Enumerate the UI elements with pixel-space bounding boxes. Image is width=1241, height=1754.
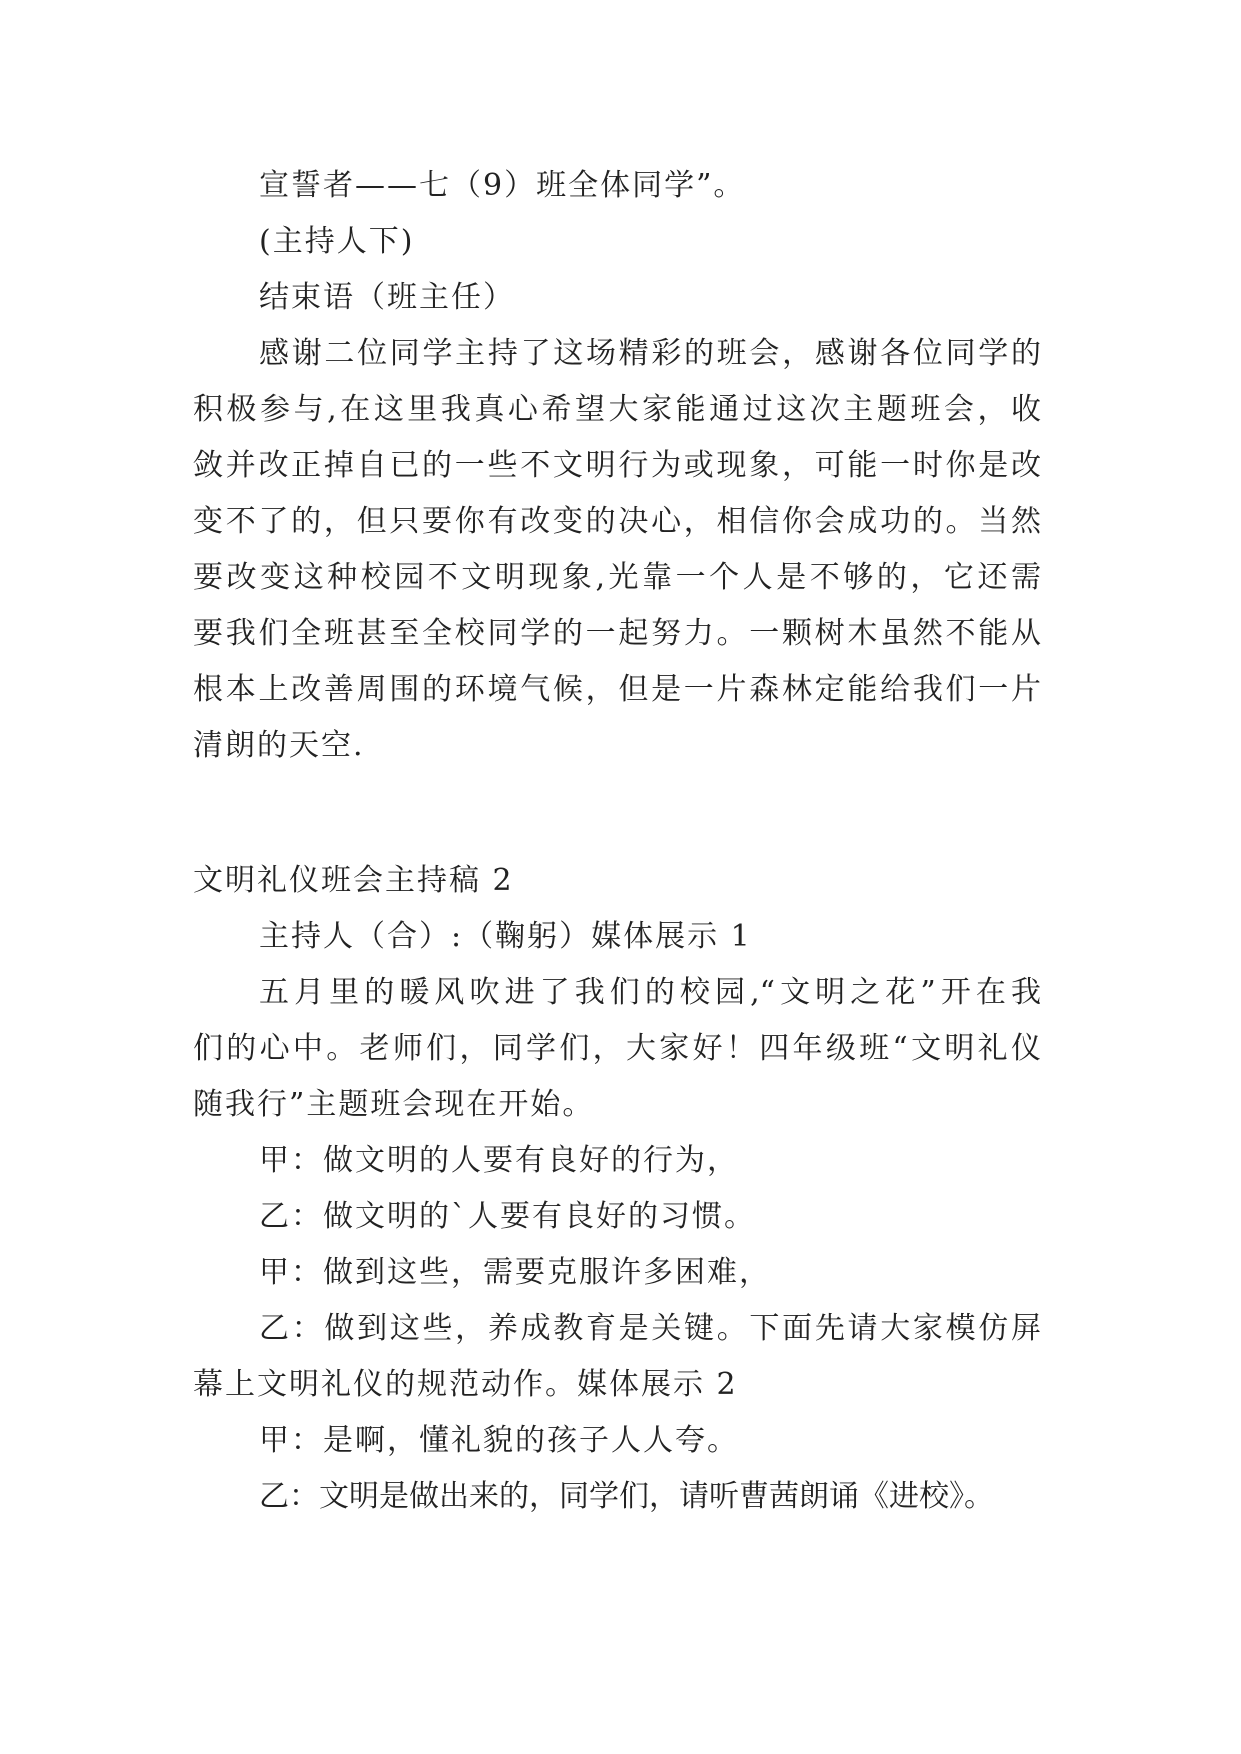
closing-paragraph-line: 积极参与,在这里我真心希望大家能通过这次主题班会，收 [193,392,1041,427]
opening-paragraph-line: 五月里的暖风吹进了我们的校园,“文明之花”开在我 [259,975,1041,1010]
closing-paragraph-line: 根本上改善周围的环境气候，但是一片森林定能给我们一片 [193,672,1041,707]
closing-heading: 结束语（班主任） [259,280,515,315]
opening-paragraph-line: 们的心中。老师们，同学们，大家好！四年级班“文明礼仪 [193,1031,1041,1066]
closing-paragraph-line: 清朗的天空. [193,728,365,763]
dialogue-line: 甲：做到这些，需要克服许多困难， [259,1255,771,1290]
oath-line: 宣誓者——七（9）班全体同学”。 [259,168,746,203]
closing-paragraph-line: 感谢二位同学主持了这场精彩的班会，感谢各位同学的 [259,336,1041,371]
closing-paragraph-line: 要我们全班甚至全校同学的一起努力。一颗树木虽然不能从 [193,616,1041,651]
dialogue-line: 甲：做文明的人要有良好的行为， [259,1143,739,1178]
closing-paragraph-line: 敛并改正掉自已的一些不文明行为或现象，可能一时你是改 [193,448,1041,483]
host-intro-line: 主持人（合）:（鞠躬）媒体展示 1 [259,919,752,954]
dialogue-line: 幕上文明礼仪的规范动作。媒体展示 2 [193,1367,738,1402]
closing-paragraph-line: 变不了的，但只要你有改变的决心，相信你会成功的。当然 [193,504,1041,539]
closing-paragraph-line: 要改变这种校园不文明现象,光靠一个人是不够的，它还需 [193,560,1041,595]
dialogue-line: 乙：文明是做出来的，同学们，请听曹茜朗诵《进校》。 [259,1479,994,1514]
dialogue-line: 甲：是啊，懂礼貌的孩子人人夸。 [259,1423,739,1458]
section-title: 文明礼仪班会主持稿 2 [193,863,514,898]
dialogue-line: 乙：做到这些，养成教育是关键。下面先请大家模仿屏 [259,1311,1041,1346]
dialogue-line: 乙：做文明的`人要有良好的习惯。 [259,1199,756,1234]
host-exit-note: (主持人下) [259,224,415,259]
opening-paragraph-line: 随我行”主题班会现在开始。 [193,1087,595,1122]
